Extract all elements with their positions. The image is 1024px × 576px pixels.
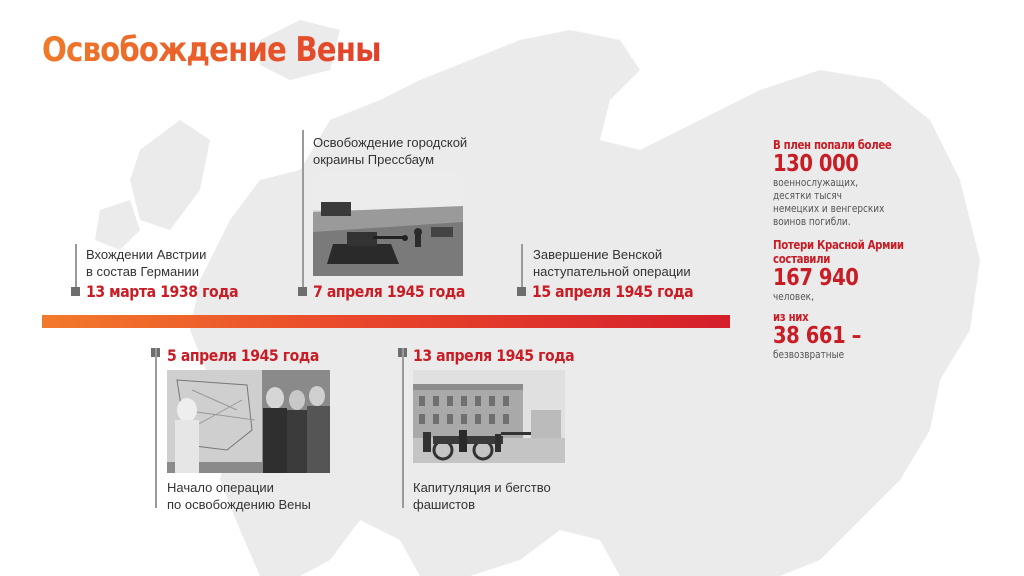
irrecoverable-number: 38 661 –: [773, 323, 862, 349]
event-caption: Завершение Венской наступательной операции: [533, 247, 691, 279]
event-caption: Начало операции по освобождению Вены: [167, 480, 311, 512]
event-date: 15 апреля 1945 года: [532, 282, 694, 301]
timeline-bar: [42, 315, 730, 328]
pow-number: 130 000: [773, 151, 859, 177]
cannon-building-photo: [413, 370, 565, 463]
event-caption: Вхождении Австрии в состав Германии: [86, 247, 207, 279]
officers-map-photo: [167, 370, 330, 473]
event-connector: [302, 130, 304, 296]
tank-photo: [313, 172, 463, 276]
pow-text: военнослужащих,: [773, 177, 859, 189]
timeline-marker: [71, 287, 80, 296]
page-title: Освобождение Вены: [42, 30, 381, 70]
irrecoverable-intro: из них: [773, 310, 809, 324]
event-connector: [155, 348, 157, 508]
event-date: 5 апреля 1945 года: [167, 346, 319, 365]
event-date: 13 апреля 1945 года: [413, 346, 575, 365]
event-connector: [402, 348, 404, 508]
event-date: 13 марта 1938 года: [86, 282, 239, 301]
losses-intro: Потери Красной Армии: [773, 238, 904, 252]
event-caption: Капитуляция и бегство фашистов: [413, 480, 551, 512]
pow-text: воинов погибли.: [773, 216, 851, 228]
pow-text: немецких и венгерских: [773, 203, 885, 215]
timeline-marker: [517, 287, 526, 296]
event-caption: Освобождение городской окраины Прессбаум: [313, 135, 468, 167]
statistics-panel: [773, 138, 973, 362]
pow-text: десятки тысяч: [773, 190, 842, 202]
losses-unit: человек,: [773, 291, 814, 303]
losses-intro: составили: [773, 252, 831, 266]
irrecoverable-text: безвозвратные: [773, 349, 845, 361]
timeline-marker: [298, 287, 307, 296]
event-date: 7 апреля 1945 года: [313, 282, 465, 301]
losses-number: 167 940: [773, 265, 859, 291]
pow-intro: В плен попали более: [773, 138, 892, 152]
